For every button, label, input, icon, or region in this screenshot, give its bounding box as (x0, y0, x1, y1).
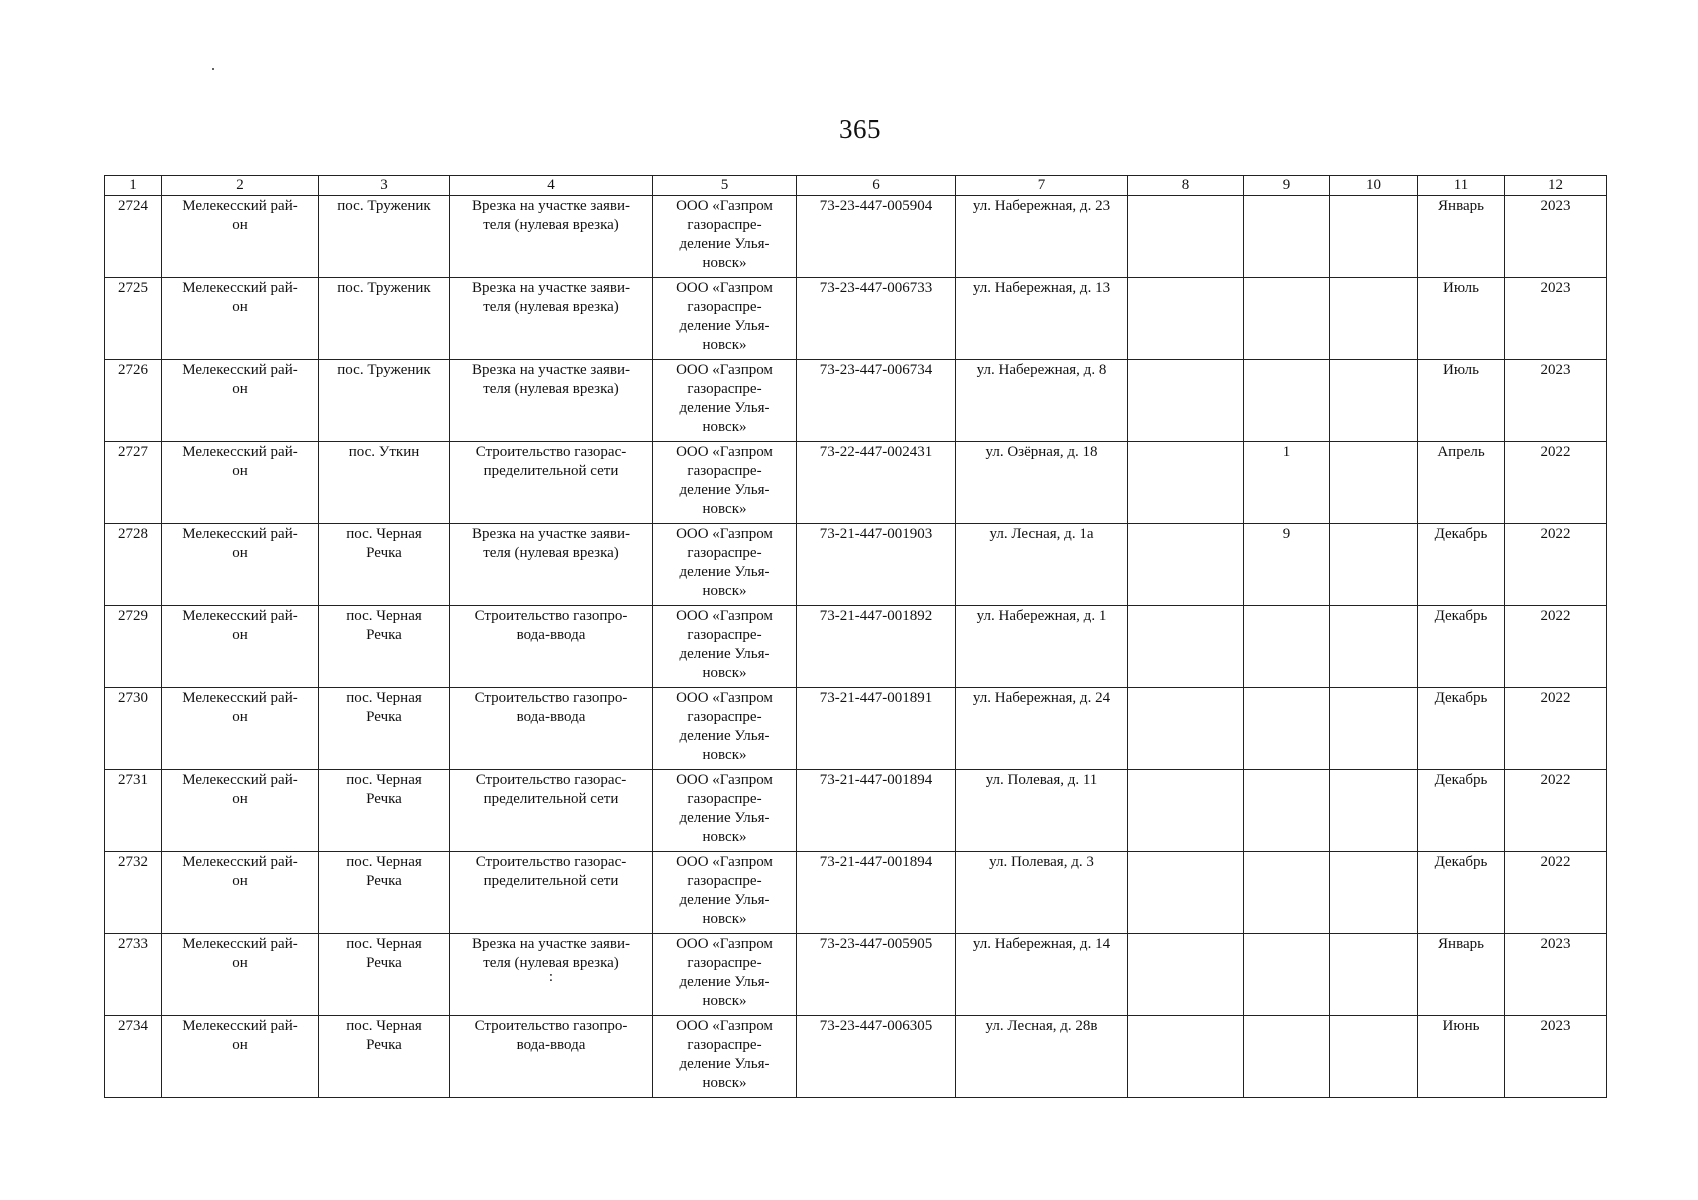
cell-text: ООО «Газпром газораспре- деление Улья- новск» (676, 526, 773, 599)
cell-col-9 (1244, 852, 1330, 934)
cell-col-12 (1505, 196, 1607, 278)
table-row (105, 606, 1607, 688)
table-row (105, 360, 1607, 442)
cell-text: Мелекесский рай- он (182, 280, 298, 315)
cell-col-10 (1330, 934, 1418, 1016)
cell-col-5 (653, 196, 797, 278)
cell-col-7 (956, 360, 1128, 442)
cell-text: Декабрь (1434, 690, 1488, 706)
cell-col-2 (162, 934, 319, 1016)
cell-text: ООО «Газпром газораспре- деление Улья- новск» (676, 444, 773, 517)
cell-text: Январь (1438, 936, 1484, 952)
cell-text: 2023 (1540, 280, 1571, 296)
cell-text: Июль (1443, 362, 1479, 378)
cell-text: 2732 (118, 854, 148, 870)
cell-text: 2022 (1540, 690, 1571, 706)
cell-text: 2733 (118, 936, 148, 952)
cell-text: ООО «Газпром газораспре- деление Улья- новск» (676, 280, 773, 353)
cell-text: пос. Черная Речка (346, 526, 422, 561)
cell-col-1 (105, 688, 162, 770)
cell-col-8 (1128, 524, 1244, 606)
cell-col-6 (797, 606, 956, 688)
cell-text: 2734 (118, 1018, 148, 1034)
cell-text: 73-21-447-001903 (819, 526, 933, 542)
cell-col-7 (956, 442, 1128, 524)
table-row (105, 1016, 1607, 1098)
cell-col-11 (1418, 934, 1505, 1016)
column-header-10: 10 (1330, 176, 1418, 196)
cell-text: Декабрь (1434, 608, 1488, 624)
cell-text: ул. Набережная, д. 8 (976, 362, 1107, 378)
table-row (105, 278, 1607, 360)
cell-text: пос. Черная Речка (346, 690, 422, 725)
cell-text: 73-23-447-005904 (819, 198, 933, 214)
cell-col-6 (797, 278, 956, 360)
cell-col-5 (653, 934, 797, 1016)
cell-col-5 (653, 606, 797, 688)
cell-col-12 (1505, 606, 1607, 688)
table-row (105, 688, 1607, 770)
cell-col-1 (105, 442, 162, 524)
cell-text: Декабрь (1434, 772, 1488, 788)
cell-col-9 (1244, 606, 1330, 688)
cell-text: 1 (1282, 444, 1291, 460)
cell-col-12 (1505, 442, 1607, 524)
cell-text: пос. Черная Речка (346, 854, 422, 889)
cell-col-11 (1418, 360, 1505, 442)
cell-col-11 (1418, 606, 1505, 688)
cell-col-4 (450, 278, 653, 360)
table-row (105, 770, 1607, 852)
table-row (105, 524, 1607, 606)
cell-col-2 (162, 196, 319, 278)
cell-text: 73-22-447-002431 (819, 444, 933, 460)
cell-col-11 (1418, 1016, 1505, 1098)
cell-col-3 (319, 852, 450, 934)
cell-text: Январь (1438, 198, 1484, 214)
cell-col-12 (1505, 852, 1607, 934)
cell-col-4 (450, 688, 653, 770)
cell-col-5 (653, 524, 797, 606)
column-header-6: 6 (797, 176, 956, 196)
cell-col-3 (319, 360, 450, 442)
cell-text: Июнь (1442, 1018, 1480, 1034)
cell-col-12 (1505, 688, 1607, 770)
cell-col-4 (450, 196, 653, 278)
cell-text: 2023 (1540, 198, 1571, 214)
cell-text: ООО «Газпром газораспре- деление Улья- новск» (676, 362, 773, 435)
cell-col-2 (162, 606, 319, 688)
cell-col-11 (1418, 278, 1505, 360)
page-number: 365 (839, 114, 881, 144)
cell-col-3 (319, 524, 450, 606)
cell-col-12 (1505, 770, 1607, 852)
cell-col-2 (162, 688, 319, 770)
scan-mark: : (548, 969, 554, 985)
cell-text: Мелекесский рай- он (182, 526, 298, 561)
cell-text: ул. Озёрная, д. 18 (985, 444, 1098, 460)
cell-text: Мелекесский рай- он (182, 608, 298, 643)
column-header-4: 4 (450, 176, 653, 196)
cell-text: Врезка на участке заяви- теля (нулевая врезка) (472, 936, 630, 971)
cell-col-4 (450, 934, 653, 1016)
cell-text: 73-23-447-006305 (819, 1018, 933, 1034)
cell-text: пос. Труженик (337, 362, 431, 378)
cell-col-8 (1128, 1016, 1244, 1098)
cell-text: Строительство газорас- пределительной сети (475, 444, 627, 479)
cell-col-3 (319, 442, 450, 524)
cell-text: ООО «Газпром газораспре- деление Улья- новск» (676, 198, 773, 271)
cell-text: пос. Черная Речка (346, 772, 422, 807)
cell-col-10 (1330, 1016, 1418, 1098)
cell-col-2 (162, 770, 319, 852)
cell-text: Строительство газорас- пределительной сети (475, 772, 627, 807)
cell-text: пос. Черная Речка (346, 936, 422, 971)
cell-col-10 (1330, 360, 1418, 442)
cell-col-10 (1330, 442, 1418, 524)
cell-col-11 (1418, 196, 1505, 278)
cell-col-11 (1418, 688, 1505, 770)
cell-col-3 (319, 1016, 450, 1098)
cell-text: пос. Труженик (337, 280, 431, 296)
cell-col-5 (653, 442, 797, 524)
cell-col-9 (1244, 360, 1330, 442)
cell-col-7 (956, 934, 1128, 1016)
cell-text: Декабрь (1434, 526, 1488, 542)
cell-col-9 (1244, 934, 1330, 1016)
cell-col-5 (653, 852, 797, 934)
cell-col-6 (797, 1016, 956, 1098)
cell-col-6 (797, 770, 956, 852)
cell-text: пос. Черная Речка (346, 1018, 422, 1053)
cell-text: Строительство газопро- вода-ввода (474, 690, 628, 725)
cell-col-3 (319, 688, 450, 770)
cell-text: 2022 (1540, 444, 1571, 460)
cell-text: Врезка на участке заяви- теля (нулевая врезка) (472, 280, 630, 315)
cell-col-7 (956, 606, 1128, 688)
table-row (105, 442, 1607, 524)
cell-text: Мелекесский рай- он (182, 854, 298, 889)
cell-col-9 (1244, 1016, 1330, 1098)
cell-col-4 (450, 1016, 653, 1098)
cell-col-3 (319, 934, 450, 1016)
cell-col-2 (162, 442, 319, 524)
table-row (105, 852, 1607, 934)
cell-text: Мелекесский рай- он (182, 198, 298, 233)
cell-col-6 (797, 934, 956, 1016)
cell-col-8 (1128, 688, 1244, 770)
cell-text: 73-21-447-001892 (819, 608, 933, 624)
cell-col-12 (1505, 360, 1607, 442)
cell-text: 9 (1282, 526, 1291, 542)
cell-col-3 (319, 770, 450, 852)
cell-col-1 (105, 196, 162, 278)
cell-text: 2022 (1540, 526, 1571, 542)
cell-col-1 (105, 852, 162, 934)
cell-col-11 (1418, 770, 1505, 852)
cell-col-6 (797, 524, 956, 606)
cell-col-7 (956, 196, 1128, 278)
cell-col-1 (105, 1016, 162, 1098)
column-header-1: 1 (105, 176, 162, 196)
cell-text: 73-21-447-001891 (819, 690, 933, 706)
scan-speck (212, 68, 214, 70)
cell-col-4 (450, 852, 653, 934)
cell-col-7 (956, 770, 1128, 852)
cell-col-2 (162, 360, 319, 442)
cell-text: 2730 (118, 690, 148, 706)
cell-col-6 (797, 852, 956, 934)
cell-col-1 (105, 606, 162, 688)
cell-col-4 (450, 360, 653, 442)
cell-col-10 (1330, 278, 1418, 360)
table-body (105, 196, 1607, 1098)
cell-text: ООО «Газпром газораспре- деление Улья- новск» (676, 1018, 773, 1091)
cell-text: 2726 (118, 362, 148, 378)
cell-text: Мелекесский рай- он (182, 444, 298, 479)
cell-text: ООО «Газпром газораспре- деление Улья- новск» (676, 936, 773, 1009)
column-header-11: 11 (1418, 176, 1505, 196)
cell-text: 2022 (1540, 854, 1571, 870)
cell-text: 2724 (118, 198, 148, 214)
cell-col-4 (450, 606, 653, 688)
cell-col-2 (162, 524, 319, 606)
cell-text: 73-23-447-006733 (819, 280, 933, 296)
cell-col-10 (1330, 524, 1418, 606)
cell-col-7 (956, 278, 1128, 360)
cell-col-5 (653, 1016, 797, 1098)
cell-text: Апрель (1437, 444, 1485, 460)
cell-col-7 (956, 852, 1128, 934)
cell-text: 2023 (1540, 1018, 1571, 1034)
cell-col-1 (105, 278, 162, 360)
cell-col-4 (450, 442, 653, 524)
cell-text: 2022 (1540, 608, 1571, 624)
header-row (105, 176, 1607, 196)
cell-col-8 (1128, 934, 1244, 1016)
column-header-12: 12 (1505, 176, 1607, 196)
cell-col-7 (956, 1016, 1128, 1098)
cell-text: 2727 (118, 444, 148, 460)
cell-text: Декабрь (1434, 854, 1488, 870)
cell-col-9 (1244, 278, 1330, 360)
cell-text: Строительство газопро- вода-ввода (474, 608, 628, 643)
cell-col-5 (653, 770, 797, 852)
cell-text: 73-23-447-006734 (819, 362, 933, 378)
column-header-7: 7 (956, 176, 1128, 196)
cell-text: Мелекесский рай- он (182, 690, 298, 725)
cell-col-4 (450, 524, 653, 606)
cell-col-8 (1128, 770, 1244, 852)
cell-col-8 (1128, 606, 1244, 688)
cell-text: Мелекесский рай- он (182, 362, 298, 397)
cell-text: 2731 (118, 772, 148, 788)
cell-text: 2023 (1540, 362, 1571, 378)
cell-text: пос. Уткин (348, 444, 420, 460)
cell-col-9 (1244, 770, 1330, 852)
cell-col-8 (1128, 852, 1244, 934)
cell-text: пос. Труженик (337, 198, 431, 214)
cell-text: Мелекесский рай- он (182, 936, 298, 971)
cell-col-9 (1244, 442, 1330, 524)
cell-col-6 (797, 688, 956, 770)
cell-col-5 (653, 360, 797, 442)
cell-text: 2728 (118, 526, 148, 542)
cell-text: Мелекесский рай- он (182, 772, 298, 807)
cell-text: Врезка на участке заяви- теля (нулевая врезка) (472, 198, 630, 233)
column-header-8: 8 (1128, 176, 1244, 196)
column-header-3: 3 (319, 176, 450, 196)
cell-col-2 (162, 278, 319, 360)
cell-col-12 (1505, 934, 1607, 1016)
cell-col-3 (319, 196, 450, 278)
cell-col-9 (1244, 688, 1330, 770)
cell-col-10 (1330, 196, 1418, 278)
cell-text: 2729 (118, 608, 148, 624)
cell-text: Июль (1443, 280, 1479, 296)
cell-col-1 (105, 934, 162, 1016)
cell-text: ул. Набережная, д. 1 (976, 608, 1107, 624)
cell-col-10 (1330, 688, 1418, 770)
cell-text: Врезка на участке заяви- теля (нулевая врезка) (472, 362, 630, 397)
cell-col-6 (797, 196, 956, 278)
cell-text: ул. Набережная, д. 23 (972, 198, 1111, 214)
cell-col-2 (162, 852, 319, 934)
cell-col-1 (105, 360, 162, 442)
cell-text: Врезка на участке заяви- теля (нулевая врезка) (472, 526, 630, 561)
cell-text: Строительство газопро- вода-ввода (474, 1018, 628, 1053)
cell-col-8 (1128, 278, 1244, 360)
cell-text: ул. Полевая, д. 3 (989, 854, 1094, 870)
cell-col-8 (1128, 442, 1244, 524)
cell-col-12 (1505, 278, 1607, 360)
cell-col-1 (105, 770, 162, 852)
cell-text: 2022 (1540, 772, 1571, 788)
cell-col-5 (653, 278, 797, 360)
cell-col-10 (1330, 770, 1418, 852)
cell-text: ул. Полевая, д. 11 (985, 772, 1098, 788)
cell-col-9 (1244, 196, 1330, 278)
cell-col-6 (797, 360, 956, 442)
cell-col-7 (956, 688, 1128, 770)
cell-col-9 (1244, 524, 1330, 606)
cell-text: 73-23-447-005905 (819, 936, 933, 952)
cell-col-11 (1418, 524, 1505, 606)
cell-text: ул. Набережная, д. 24 (972, 690, 1111, 706)
cell-col-7 (956, 524, 1128, 606)
cell-col-8 (1128, 360, 1244, 442)
cell-text: ул. Набережная, д. 13 (972, 280, 1111, 296)
column-header-5: 5 (653, 176, 797, 196)
cell-text: ООО «Газпром газораспре- деление Улья- новск» (676, 772, 773, 845)
cell-text: ООО «Газпром газораспре- деление Улья- новск» (676, 854, 773, 927)
table-row (105, 196, 1607, 278)
cell-text: 73-21-447-001894 (819, 772, 933, 788)
cell-col-3 (319, 278, 450, 360)
cell-col-10 (1330, 606, 1418, 688)
cell-col-1 (105, 524, 162, 606)
cell-text: 2023 (1540, 936, 1571, 952)
register-table (104, 175, 1607, 1098)
cell-text: ул. Лесная, д. 28в (985, 1018, 1098, 1034)
column-header-2: 2 (162, 176, 319, 196)
cell-col-12 (1505, 524, 1607, 606)
cell-text: ООО «Газпром газораспре- деление Улья- новск» (676, 690, 773, 763)
cell-text: ул. Набережная, д. 14 (972, 936, 1111, 952)
cell-col-11 (1418, 852, 1505, 934)
cell-text: ООО «Газпром газораспре- деление Улья- новск» (676, 608, 773, 681)
cell-text: ул. Лесная, д. 1а (989, 526, 1094, 542)
cell-col-8 (1128, 196, 1244, 278)
cell-col-4 (450, 770, 653, 852)
cell-col-2 (162, 1016, 319, 1098)
cell-col-3 (319, 606, 450, 688)
cell-col-5 (653, 688, 797, 770)
column-header-9: 9 (1244, 176, 1330, 196)
cell-col-6 (797, 442, 956, 524)
table-row (105, 934, 1607, 1016)
cell-text: Строительство газорас- пределительной сети (475, 854, 627, 889)
cell-text: 2725 (118, 280, 148, 296)
cell-text: Мелекесский рай- он (182, 1018, 298, 1053)
cell-col-11 (1418, 442, 1505, 524)
cell-text: пос. Черная Речка (346, 608, 422, 643)
cell-col-12 (1505, 1016, 1607, 1098)
cell-col-10 (1330, 852, 1418, 934)
cell-text: 73-21-447-001894 (819, 854, 933, 870)
